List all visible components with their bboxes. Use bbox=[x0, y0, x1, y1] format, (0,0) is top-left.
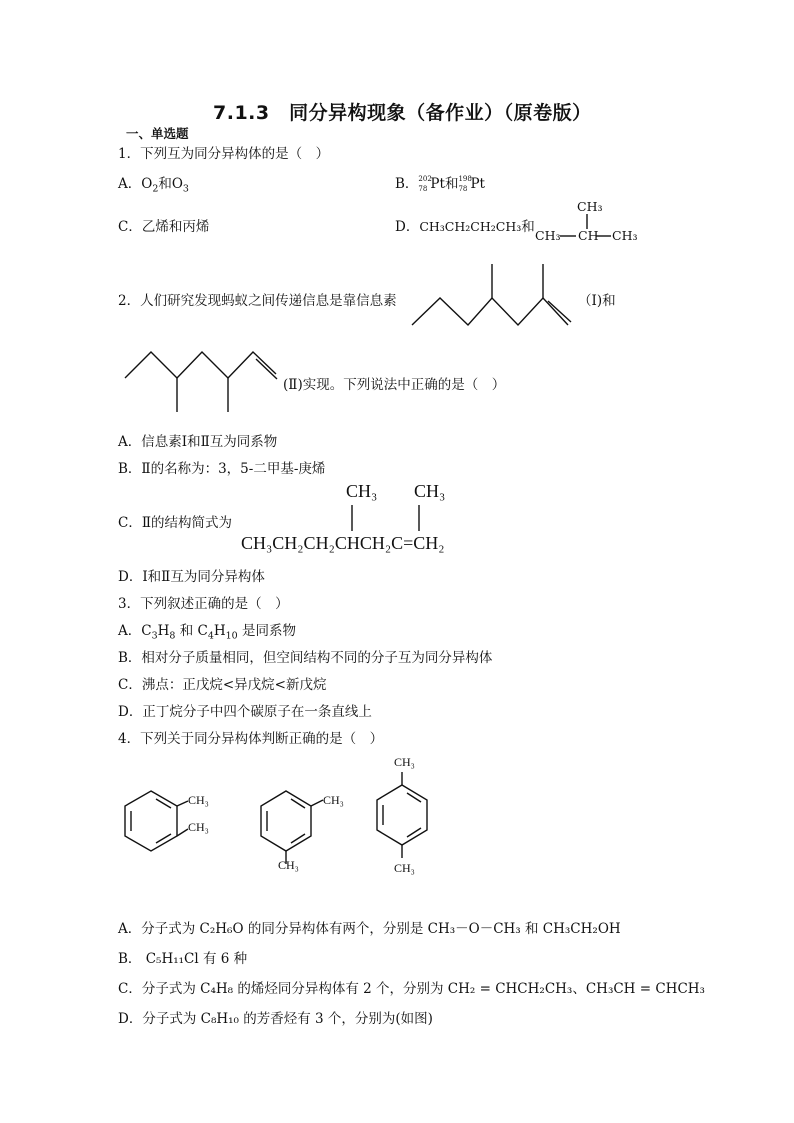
q2-stem-c: (Ⅱ)实现。下列说法中正确的是（ ） bbox=[283, 377, 506, 393]
meta-ch3-2: CH₃ bbox=[278, 858, 299, 872]
ortho-xylene-ring bbox=[125, 791, 188, 851]
q1-d-and: 和 bbox=[521, 219, 535, 235]
q1-b-mass-2: 198 bbox=[458, 174, 472, 183]
q1-a-o2: O bbox=[141, 176, 153, 192]
q1-stem: 1．下列互为同分异构体的是（ ） bbox=[118, 146, 330, 162]
para-ch3-1: CH₃ bbox=[394, 755, 415, 769]
q2-c-ch3-2: CH₃ bbox=[414, 481, 446, 501]
q1-d-right-ch3: CH₃ bbox=[612, 228, 638, 243]
q1-a-and: 和 bbox=[158, 176, 172, 192]
q3-a-tail: 是同系物 bbox=[237, 623, 296, 639]
q1-b-z-2: 78 bbox=[458, 184, 468, 193]
q1-d-top-ch3: CH₃ bbox=[577, 199, 603, 214]
q1-a-o3: O bbox=[171, 176, 183, 192]
q2-option-d: D．Ⅰ和Ⅱ互为同分异构体 bbox=[118, 569, 265, 585]
q1-d-left-ch3: CH₃ bbox=[535, 228, 561, 243]
q3-a-c4-sub: 4 bbox=[207, 630, 214, 642]
q1-d-label: D． bbox=[395, 219, 420, 235]
q2-stem-b: （Ⅰ)和 bbox=[578, 293, 616, 309]
q3-a-c3: C bbox=[141, 623, 152, 639]
q3-a-and: 和 bbox=[175, 623, 198, 639]
q2-option-a: A．信息素Ⅰ和Ⅱ互为同系物 bbox=[118, 434, 278, 450]
q2-option-b: B．Ⅱ的名称为：3，5-二甲基-庚烯 bbox=[118, 461, 326, 477]
q1-b-and: 和 bbox=[444, 176, 459, 192]
q1-b-el-1: Pt bbox=[430, 176, 445, 192]
q4-option-c: C．分子式为 C₄H₈ 的烯烃同分异构体有 2 个，分别为 CH₂ = CHCH₂CH₃、CH₃CH = CHCH₃ bbox=[118, 981, 705, 997]
q3-a-h8-sub: 8 bbox=[169, 630, 176, 642]
q1-a-label: A． bbox=[118, 176, 142, 192]
section-heading: 一、单选题 bbox=[126, 126, 189, 141]
q2-option-c: C．Ⅱ的结构简式为 bbox=[118, 515, 233, 531]
q1-b-label: B． bbox=[395, 176, 419, 192]
ortho-ch3-1: CH₃ bbox=[188, 793, 209, 807]
q3-a-label: A． bbox=[118, 623, 142, 639]
meta-xylene-ring bbox=[261, 791, 323, 864]
q1-b-mass-1: 202 bbox=[418, 174, 432, 183]
q4-option-a: A．分子式为 C₂H₆O 的同分异构体有两个，分别是 CH₃－O－CH₃ 和 CH₃CH₂OH bbox=[118, 921, 621, 937]
page-title: 7.1.3 同分异构现象（备作业）（原卷版） bbox=[213, 102, 592, 124]
q3-a-c3-sub: 3 bbox=[151, 630, 158, 642]
q4-stem: 4．下列关于同分异构体判断正确的是（ ） bbox=[118, 731, 384, 747]
q3-a-h10-sub: 10 bbox=[225, 630, 238, 642]
q4-option-d: D．分子式为 C₈H₁₀ 的芳香烃有 3 个，分别为(如图) bbox=[118, 1011, 433, 1027]
q1-d-formula: CH₃CH₂CH₂CH₃ bbox=[419, 219, 522, 234]
q2-c-formula: CH₃CH₂CH₂CHCH₂C=CH₂ bbox=[241, 533, 445, 553]
meta-ch3-1: CH₃ bbox=[323, 793, 344, 807]
q3-option-c: C．沸点：正戊烷<异戊烷<新戊烷 bbox=[118, 677, 327, 693]
q3-a-c4: C bbox=[197, 623, 208, 639]
ortho-ch3-2: CH₃ bbox=[188, 820, 209, 834]
para-xylene-ring bbox=[377, 772, 427, 858]
q3-option-b: B．相对分子质量相同，但空间结构不同的分子互为同分异构体 bbox=[118, 650, 493, 666]
q3-option-d: D．正丁烷分子中四个碳原子在一条直线上 bbox=[118, 704, 372, 720]
q1-option-c: C．乙烯和丙烯 bbox=[118, 219, 210, 235]
q3-a-h8: H bbox=[157, 623, 170, 639]
q1-a-o2-sub: 2 bbox=[152, 183, 159, 195]
q3-a-h10: H bbox=[213, 623, 226, 639]
q2-stem-a: 2．人们研究发现蚂蚁之间传递信息是靠信息素 bbox=[118, 293, 397, 309]
q1-b-z-1: 78 bbox=[418, 184, 428, 193]
q1-a-o3-sub: 3 bbox=[182, 183, 189, 195]
q1-b-el-2: Pt bbox=[470, 176, 485, 192]
q2-c-ch3-1: CH₃ bbox=[346, 481, 378, 501]
q3-stem: 3．下列叙述正确的是（ ） bbox=[118, 596, 289, 612]
q4-option-b: B． C₅H₁₁Cl 有 6 种 bbox=[118, 951, 248, 967]
q1-d-ch: CH bbox=[578, 228, 599, 243]
para-ch3-2: CH₃ bbox=[394, 861, 415, 875]
